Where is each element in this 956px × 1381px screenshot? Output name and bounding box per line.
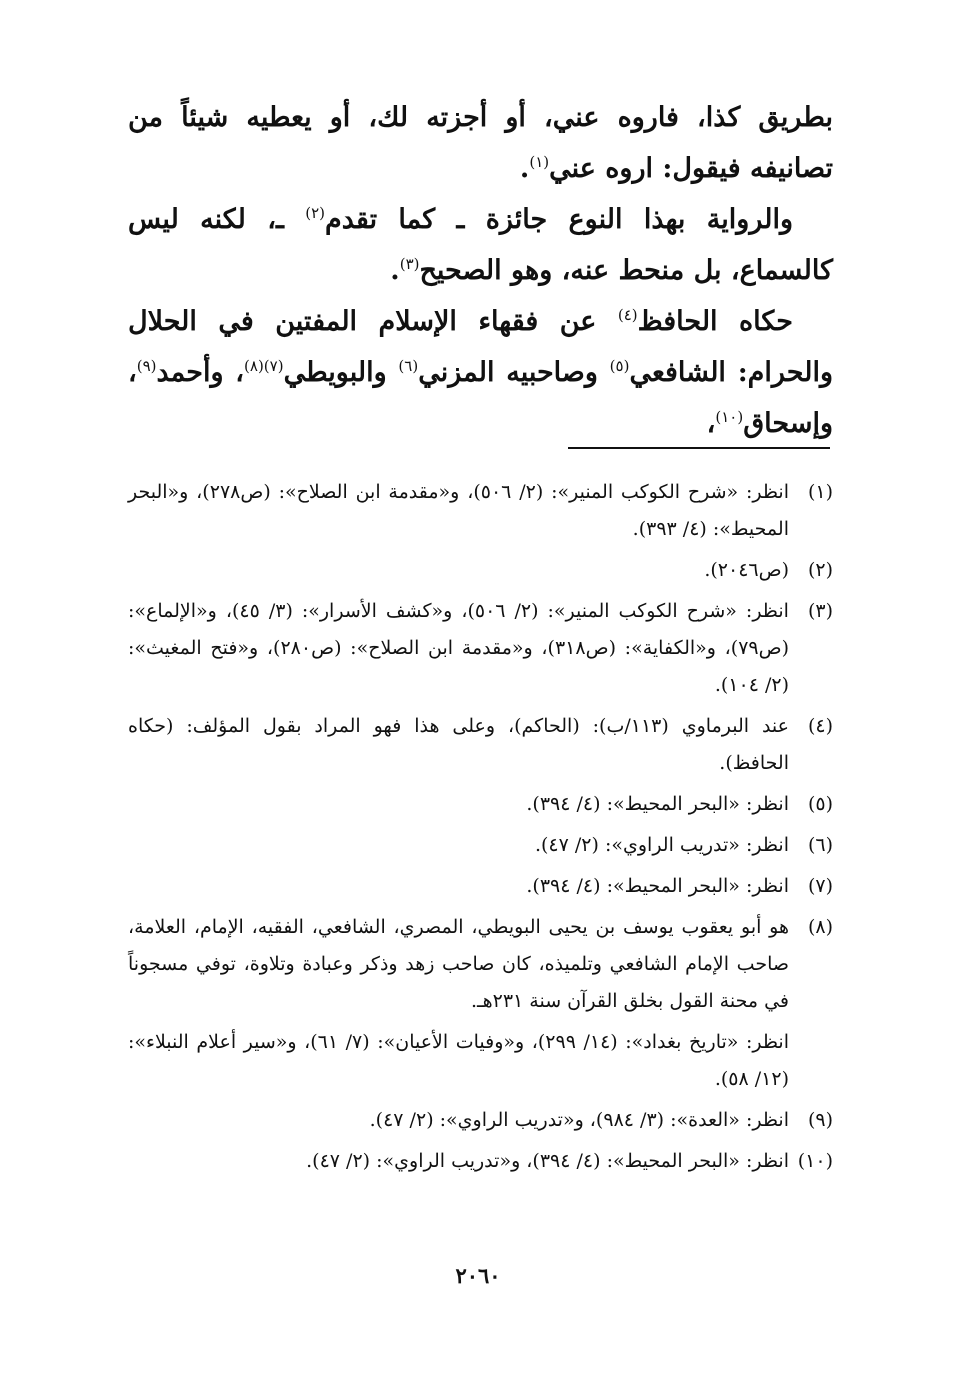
footnote-text: انظر: «شرح الكوكب المنير»: (٢/ ٥٠٦)، و«كشف الأسرار»: (٣/ ٤٥)، و«الإلماع»: (ص٧٩)، و«الكفاية»: (ص٣١٨)، و«مقدمة ابن الصلاح»: (ص٢٨٠)، و«فتح المغيث»: (٢/ ١٠٤). <box>128 600 789 696</box>
footnote-number: (٩) <box>807 1109 833 1131</box>
paragraph-2-text-b: ـ، لكنه ليس كالسماع، بل منحط عنه، وهو الصحيح <box>128 204 833 286</box>
footnote-10 <box>128 1143 833 1180</box>
footnote-text: انظر: «شرح الكوكب المنير»: (٢/ ٥٠٦)، و«مقدمة ابن الصلاح»: (ص٢٧٨)، و«البحر المحيط»: (٤/ ٣٩٣). <box>128 481 789 540</box>
footnote-text: انظر: «البحر المحيط»: (٤/ ٣٩٤). <box>526 793 789 815</box>
footnote-number: (٢) <box>807 559 833 581</box>
footnote-text: انظر: «العدة»: (٣/ ٩٨٤)، و«تدريب الراوي»: (٢/ ٤٧). <box>369 1109 789 1131</box>
footnote-ref-2[interactable]: (٢) <box>305 204 326 222</box>
footnote-number: (٥) <box>807 793 833 815</box>
footnote-number: (٧) <box>807 875 833 897</box>
footnotes <box>128 474 833 1184</box>
paragraph-3-end: ، <box>706 408 716 439</box>
paragraph-3 <box>128 296 833 449</box>
footnote-number: (٣) <box>807 600 833 622</box>
footnote-5 <box>128 786 833 823</box>
footnote-ref-7-8[interactable]: (٧)(٨) <box>244 357 284 375</box>
footnote-number: (٤) <box>807 715 833 737</box>
footnote-divider <box>568 447 830 449</box>
paragraph-2-end: . <box>390 255 400 286</box>
footnote-9 <box>128 1102 833 1139</box>
footnote-number: (٨) <box>807 916 833 938</box>
footnote-number: (١٠) <box>797 1150 833 1172</box>
footnote-number: (١) <box>807 481 833 503</box>
paragraph-2-text-a: والرواية بهذا النوع جائزة ـ كما تقدم <box>325 204 793 235</box>
footnote-text: هو أبو يعقوب يوسف بن يحيى البويطي، المصري، الشافعي، الفقيه، الإمام، العلامة، صاحب الإمام الشافعي وتلميذه، كان صاحب زهد وذكر وعبادة وتلاوة، توفي مسجوناً في محنة القول بخلق القرآن سنة ٢٣١هـ. <box>128 916 789 1012</box>
paragraph-3-text-f: ، وإسحاق <box>128 357 833 439</box>
paragraph-3-text-c: وصاحبيه المزني <box>418 357 610 388</box>
footnote-text: عند البرماوي (١١٣/ب): (الحاكم)، وعلى هذا فهو المراد بقول المؤلف: (حكاه الحافظ). <box>128 715 789 774</box>
footnote-text: انظر: «تدريب الراوي»: (٢/ ٤٧). <box>534 834 789 856</box>
footnote-ref-9[interactable]: (٩) <box>136 357 157 375</box>
paragraph-3-text-a: حكاه الحافظ <box>637 306 793 337</box>
paragraph-2 <box>128 194 833 296</box>
footnote-3 <box>128 593 833 704</box>
footnote-ref-3[interactable]: (٣) <box>399 255 420 273</box>
footnote-ref-10[interactable]: (١٠) <box>715 408 744 426</box>
footnote-ref-1[interactable]: (١) <box>529 153 550 171</box>
footnote-8 <box>128 909 833 1098</box>
paragraph-1 <box>128 92 833 194</box>
footnote-text: (ص٢٠٤٦). <box>704 559 789 581</box>
footnote-sources: انظر: «تاريخ بغداد»: (١٤/ ٢٩٩)، و«وفيات الأعيان»: (٧/ ٦١)، و«سير أعلام النبلاء»: (١٢/ ٥٨). <box>128 1031 789 1090</box>
footnote-ref-4[interactable]: (٤) <box>617 306 638 324</box>
main-text <box>128 92 833 449</box>
footnote-ref-5[interactable]: (٥) <box>609 357 630 375</box>
footnote-4 <box>128 708 833 782</box>
footnote-ref-6[interactable]: (٦) <box>398 357 419 375</box>
paragraph-1-text: بطريق كذا، فاروه عني، أو أجزته لك، أو يعطيه شيئاً من تصانيفه فيقول: اروه عني <box>128 102 833 184</box>
paragraph-3-text-d: والبويطي <box>283 357 399 388</box>
paragraph-3-text-b: عن فقهاء الإسلام المفتين في الحلال والحرام: الشافعي <box>128 306 833 388</box>
footnote-1 <box>128 474 833 548</box>
footnote-7 <box>128 868 833 905</box>
footnote-text: انظر: «البحر المحيط»: (٤/ ٣٩٤)، و«تدريب الراوي»: (٢/ ٤٧). <box>306 1150 789 1172</box>
footnote-6 <box>128 827 833 864</box>
footnote-text: انظر: «البحر المحيط»: (٤/ ٣٩٤). <box>526 875 789 897</box>
page-number: ٢٠٦٠ <box>455 1263 501 1288</box>
footnote-number: (٦) <box>807 834 833 856</box>
paragraph-1-end: . <box>519 153 530 184</box>
paragraph-3-text-e: ، وأحمد <box>156 357 245 388</box>
footnote-2 <box>128 552 833 589</box>
